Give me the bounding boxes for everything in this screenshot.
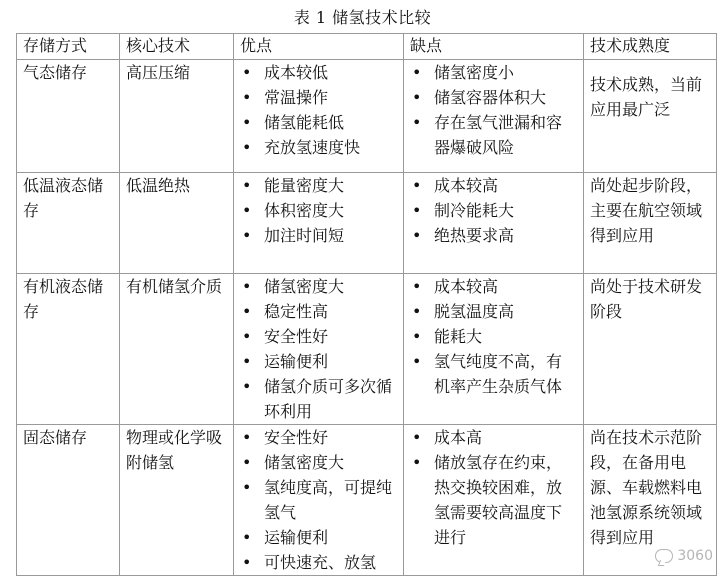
list-item: • 成本较低 xyxy=(240,60,397,85)
cell-method: 固态储存 xyxy=(17,425,120,576)
header-maturity: 技术成熟度 xyxy=(584,34,717,60)
chat-bubble-icon xyxy=(655,549,673,563)
header-core-tech: 核心技术 xyxy=(120,34,234,60)
list-item: • 绝热要求高 xyxy=(410,223,577,248)
cell-pros xyxy=(234,60,404,173)
list-item: • 能耗大 xyxy=(410,324,577,349)
list-item: • 脱氢温度高 xyxy=(410,299,577,324)
table-row xyxy=(17,425,717,576)
header-method: 存储方式 xyxy=(17,34,120,60)
cell-pros xyxy=(234,173,404,274)
list-item: • 氢气纯度不高，有机率产生杂质气体 xyxy=(410,349,577,399)
list-item: • 常温操作 xyxy=(240,85,397,110)
table-row xyxy=(17,173,717,274)
table-row xyxy=(17,60,717,173)
cell-cons xyxy=(404,425,584,576)
list-item: • 安全性好 xyxy=(240,425,397,450)
table-caption: 表 1 储氢技术比较 xyxy=(293,8,432,27)
watermark xyxy=(655,548,713,564)
list-item: • 氢纯度高，可提纯氢气 xyxy=(240,475,397,525)
list-item: • 成本较高 xyxy=(410,274,577,299)
list-item: • 存在氢气泄漏和容器爆破风险 xyxy=(410,110,577,160)
list-item: • 体积密度大 xyxy=(240,198,397,223)
header-pros: 优点 xyxy=(234,34,404,60)
list-item: • 储氢密度大 xyxy=(240,274,397,299)
cell-pros xyxy=(234,425,404,576)
cell-cons xyxy=(404,173,584,274)
header-cons: 缺点 xyxy=(404,34,584,60)
cell-maturity: 技术成熟，当前应用最广泛 xyxy=(584,60,717,173)
list-item: • 稳定性高 xyxy=(240,299,397,324)
cell-maturity: 尚处起步阶段，主要在航空领域得到应用 xyxy=(584,173,717,274)
cell-core-tech: 高压压缩 xyxy=(120,60,234,173)
list-item: • 储氢容器体积大 xyxy=(410,85,577,110)
list-item: • 充放氢速度快 xyxy=(240,135,397,160)
list-item: • 成本较高 xyxy=(410,173,577,198)
cell-method: 有机液态储存 xyxy=(17,274,120,425)
list-item: • 储氢密度小 xyxy=(410,60,577,85)
list-item: • 成本高 xyxy=(410,425,577,450)
list-item: • 储氢介质可多次循环利用 xyxy=(240,374,397,424)
cell-core-tech: 有机储氢介质 xyxy=(120,274,234,425)
list-item: • 储放氢存在约束，热交换较困难，放氢需要较高温度下进行 xyxy=(410,450,577,550)
cell-core-tech: 物理或化学吸附储氢 xyxy=(120,425,234,576)
cell-maturity: 尚在技术示范阶段，在备用电源、车载燃料电池氢源系统领域得到应用 xyxy=(584,425,717,576)
cell-core-tech: 低温绝热 xyxy=(120,173,234,274)
list-item: • 储氢密度大 xyxy=(240,450,397,475)
cell-method: 低温液态储存 xyxy=(17,173,120,274)
table-row xyxy=(17,274,717,425)
list-item: • 安全性好 xyxy=(240,324,397,349)
cell-cons xyxy=(404,274,584,425)
list-item: • 运输便利 xyxy=(240,349,397,374)
list-item: • 运输便利 xyxy=(240,525,397,550)
list-item: • 可快速充、放氢 xyxy=(240,550,397,575)
watermark-text: 3060 xyxy=(677,548,713,564)
cell-maturity: 尚处于技术研发阶段 xyxy=(584,274,717,425)
list-item: • 能量密度大 xyxy=(240,173,397,198)
cell-pros xyxy=(234,274,404,425)
list-item: • 制冷能耗大 xyxy=(410,198,577,223)
list-item: • 加注时间短 xyxy=(240,223,397,248)
cell-cons xyxy=(404,60,584,173)
hydrogen-storage-comparison-table xyxy=(16,33,717,576)
cell-method: 气态储存 xyxy=(17,60,120,173)
list-item: • 储氢能耗低 xyxy=(240,110,397,135)
header-row xyxy=(17,34,717,60)
